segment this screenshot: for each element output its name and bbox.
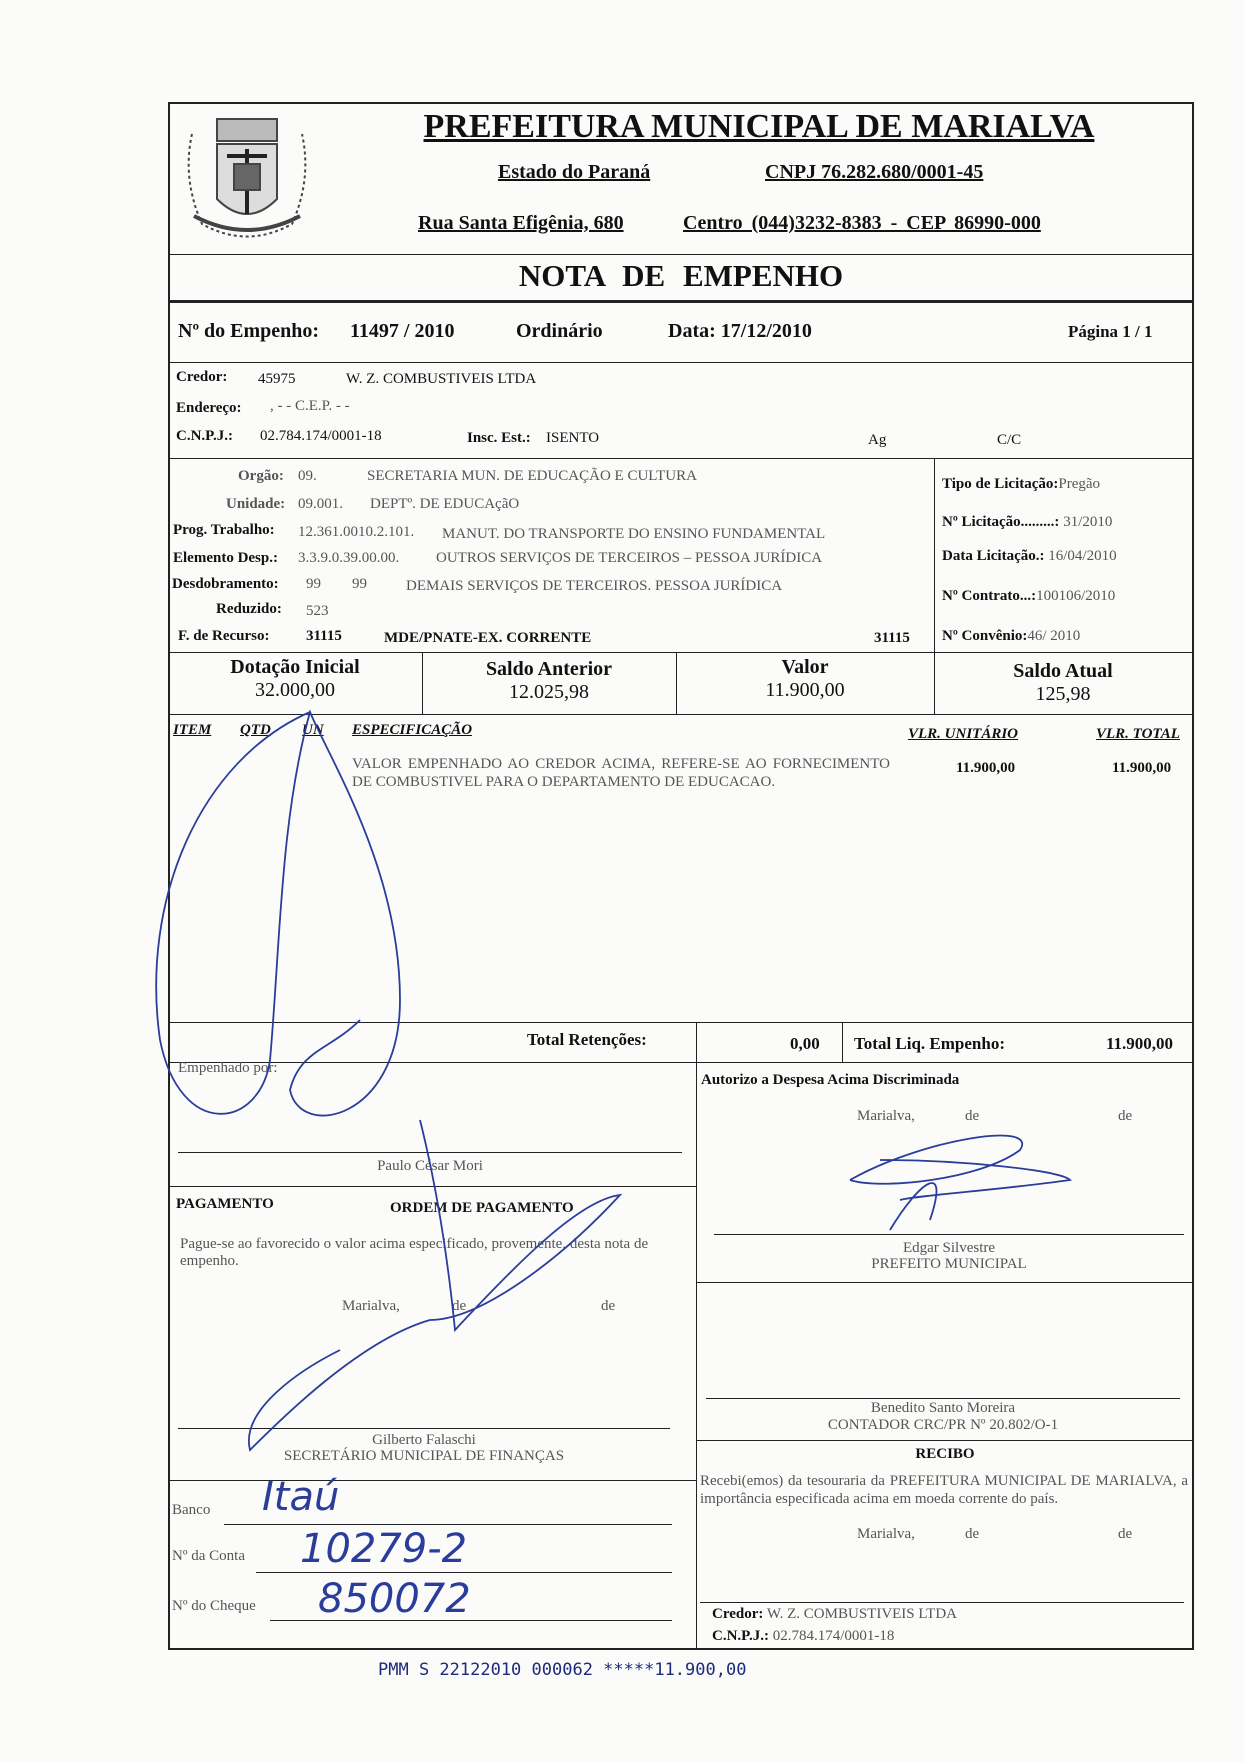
orgao-name: SECRETARIA MUN. DE EDUCAÇÃO E CULTURA xyxy=(367,468,697,484)
recibo-city: Marialva, xyxy=(857,1526,915,1542)
col-vlr-total: VLR. TOTAL xyxy=(1096,726,1180,742)
banco-value: Itaú xyxy=(262,1474,340,1520)
autorizo-de-2: de xyxy=(1118,1108,1133,1124)
cnpj-label: CNPJ 76.282.680/0001-45 xyxy=(765,161,984,183)
credor-code: 45975 xyxy=(258,371,296,387)
pagamento-text: Pague-se ao favorecido o valor acima especificado, provemente, desta nota de empenho. xyxy=(180,1236,649,1269)
unidade-code: 09.001. xyxy=(298,496,343,512)
total-retencoes-label: Total Retenções: xyxy=(527,1030,647,1049)
secretario-name: Gilberto Falaschi xyxy=(372,1432,476,1448)
autorizo-city: Marialva, xyxy=(857,1108,915,1124)
prog-label: Prog. Trabalho: xyxy=(173,522,275,538)
item-description: VALOR EMPENHADO AO CREDOR ACIMA, REFERE-SE AO FORNECIMENTO DE COMBUSTIVEL PARA O DEPARTAMENTO DE EDUCACAO. xyxy=(352,756,890,790)
desdobramento-a: 99 xyxy=(306,576,321,592)
contador-name: Benedito Santo Moreira xyxy=(870,1400,1016,1416)
total-liquido-value: 11.900,00 xyxy=(1106,1034,1174,1053)
valor-label: Valor xyxy=(781,656,829,678)
item-vlr-unitario: 11.900,00 xyxy=(956,760,1016,776)
orgao-code: 09. xyxy=(298,468,317,484)
empenho-type: Ordinário xyxy=(516,320,603,342)
recurso-code: 31115 xyxy=(306,628,342,644)
prefeito-name: Edgar Silvestre xyxy=(902,1240,996,1256)
total-liquido-label: Total Liq. Empenho: xyxy=(854,1034,1005,1053)
convenio-label: Nº Convênio: xyxy=(942,628,1028,644)
desdobramento-name: DEMAIS SERVIÇOS DE TERCEIROS. PESSOA JURÍDICA xyxy=(406,578,783,594)
col-un: UN xyxy=(302,722,324,738)
credor-name: W. Z. COMBUSTIVEIS LTDA xyxy=(346,371,537,387)
col-qtd: QTD xyxy=(240,722,271,738)
state-label: Estado do Paraná xyxy=(498,161,651,183)
insc-value: ISENTO xyxy=(546,430,600,446)
conta-label: Nº da Conta xyxy=(172,1548,245,1564)
empenho-date: Data: 17/12/2010 xyxy=(668,320,812,342)
document-title: NOTA DE EMPENHO xyxy=(518,258,844,293)
unidade-name: DEPTº. DE EDUCAçãO xyxy=(370,496,520,512)
autorizo-de-1: de xyxy=(965,1108,980,1124)
agency-label: Ag xyxy=(868,432,887,448)
col-especificacao: ESPECIFICAÇÃO xyxy=(352,722,473,738)
elemento-label: Elemento Desp.: xyxy=(173,550,278,566)
pagamento-label: PAGAMENTO xyxy=(176,1196,274,1212)
convenio-value: 46/ 2010 xyxy=(1027,628,1081,644)
credor-cnpj: 02.784.174/0001-18 xyxy=(260,428,382,444)
unidade-label: Unidade: xyxy=(226,496,286,512)
prog-code: 12.361.0010.2.101. xyxy=(298,524,415,540)
saldo-atual-value: 125,98 xyxy=(1035,683,1091,705)
page-number: Página 1 / 1 xyxy=(1068,322,1153,341)
recibo-cnpj-value: 02.784.174/0001-18 xyxy=(772,1628,895,1644)
empenho-label: Nº do Empenho: xyxy=(178,320,320,342)
prog-name: MANUT. DO TRANSPORTE DO ENSINO FUNDAMENTAL xyxy=(442,526,826,542)
insc-label: Insc. Est.: xyxy=(467,430,531,446)
empenho-number: 11497 / 2010 xyxy=(350,320,455,342)
credor-cnpj-label: C.N.P.J.: xyxy=(176,428,233,444)
contador-role: CONTADOR CRC/PR Nº 20.802/O-1 xyxy=(827,1417,1059,1433)
empenhado-label: Empenhado por: xyxy=(178,1060,278,1076)
recibo-credor-value: W. Z. COMBUSTIVEIS LTDA xyxy=(766,1606,958,1622)
conta-value: 10279-2 xyxy=(300,1526,468,1572)
item-vlr-total: 11.900,00 xyxy=(1112,760,1172,776)
pagamento-city: Marialva, xyxy=(342,1298,400,1314)
pagamento-de-1: de xyxy=(452,1298,467,1314)
pagamento-de-2: de xyxy=(601,1298,616,1314)
licitacao-number-label: Nº Licitação.........: xyxy=(942,514,1060,530)
col-item: ITEM xyxy=(173,722,212,738)
tipo-licitacao-label: Tipo de Licitação: xyxy=(942,476,1059,492)
saldo-anterior-value: 12.025,98 xyxy=(509,681,589,703)
street-address: Rua Santa Efigênia, 680 xyxy=(418,212,624,234)
address-label: Endereço: xyxy=(176,400,242,416)
elemento-name: OUTROS SERVIÇOS DE TERCEIROS – PESSOA JURÍDICA xyxy=(436,550,823,566)
recibo-de-1: de xyxy=(965,1526,980,1542)
ordem-pagamento-label: ORDEM DE PAGAMENTO xyxy=(390,1200,574,1216)
desdobramento-b: 99 xyxy=(352,576,367,592)
account-label: C/C xyxy=(997,432,1022,448)
empenhado-name: Paulo César Mori xyxy=(377,1158,483,1174)
address-contact: Centro (044)3232-8383 - CEP 86990-000 xyxy=(683,212,1041,234)
recibo-cnpj-label: C.N.P.J.: xyxy=(712,1628,769,1644)
reduzido-value: 523 xyxy=(306,603,329,619)
cheque-value: 850072 xyxy=(318,1576,471,1622)
prefeito-role: PREFEITO MUNICIPAL xyxy=(871,1256,1027,1272)
payment-stamp: PMM S 22122010 000062 *****11.900,00 xyxy=(378,1660,747,1680)
elemento-code: 3.3.9.0.39.00.00. xyxy=(298,550,400,566)
tipo-licitacao-value: Pregão xyxy=(1058,476,1101,492)
banco-label: Banco xyxy=(172,1502,211,1518)
contrato-value: 100106/2010 xyxy=(1036,588,1116,604)
desdobramento-label: Desdobramento: xyxy=(172,576,279,592)
orgao-label: Orgão: xyxy=(238,468,284,484)
credor-label: Credor: xyxy=(176,369,228,385)
autorizo-label: Autorizo a Despesa Acima Discriminada xyxy=(701,1072,960,1088)
licitacao-date-value: 16/04/2010 xyxy=(1048,548,1117,564)
reduzido-label: Reduzido: xyxy=(216,601,282,617)
saldo-anterior-label: Saldo Anterior xyxy=(485,658,613,680)
licitacao-number-value: 31/2010 xyxy=(1063,514,1113,530)
dotacao-label: Dotação Inicial xyxy=(230,656,360,678)
recurso-label: F. de Recurso: xyxy=(178,628,270,644)
recibo-text: Recebi(emos) da tesouraria da PREFEITURA MUNICIPAL DE MARIALVA, a importância especificada acima em moeda corrente do país. xyxy=(700,1473,1188,1507)
dotacao-value: 32.000,00 xyxy=(255,679,335,701)
secretario-role: SECRETÁRIO MUNICIPAL DE FINANÇAS xyxy=(283,1448,565,1464)
total-retencoes-value: 0,00 xyxy=(790,1034,820,1053)
saldo-atual-label: Saldo Atual xyxy=(1013,660,1113,682)
municipality-title: PREFEITURA MUNICIPAL DE MARIALVA xyxy=(423,108,1095,145)
cheque-label: Nº do Cheque xyxy=(172,1598,256,1614)
recibo-credor-label: Credor: xyxy=(712,1606,764,1622)
address-value: , - - C.E.P. - - xyxy=(270,398,350,414)
recurso-name: MDE/PNATE-EX. CORRENTE xyxy=(384,630,592,646)
recurso-code-2: 31115 xyxy=(874,630,910,646)
contrato-label: Nº Contrato...: xyxy=(942,588,1037,604)
recibo-de-2: de xyxy=(1118,1526,1133,1542)
valor-value: 11.900,00 xyxy=(765,679,845,701)
licitacao-date-label: Data Licitação.: xyxy=(942,548,1045,564)
recibo-title: RECIBO xyxy=(915,1446,975,1462)
col-vlr-unitario: VLR. UNITÁRIO xyxy=(908,726,1019,742)
